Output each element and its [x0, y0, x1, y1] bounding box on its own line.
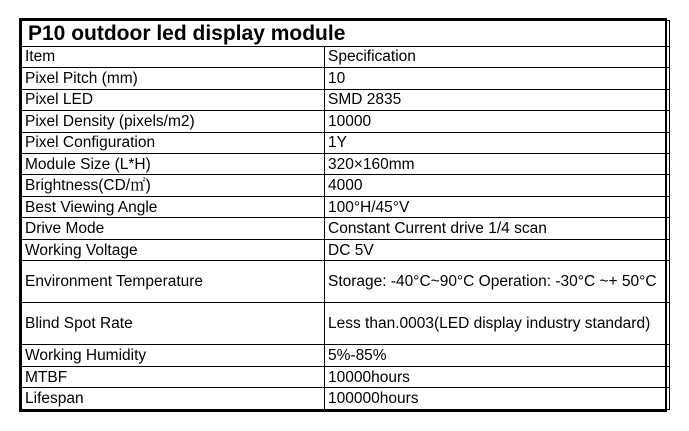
table-row — [22, 196, 670, 217]
spec-cell: Storage: -40°C~90°C Operation: -30°C ~+ 50°C — [325, 261, 670, 303]
spec-cell: 10000hours — [325, 366, 670, 387]
spec-cell: 10000 — [325, 111, 670, 132]
spec-cell: 320×160mm — [325, 154, 670, 175]
item-cell: Pixel Configuration — [22, 132, 325, 153]
header-row — [22, 46, 670, 67]
spec-cell: Less than.0003(LED display industry standard) — [325, 303, 670, 345]
spec-sheet — [19, 18, 667, 412]
item-cell: Blind Spot Rate — [22, 303, 325, 345]
table-row — [22, 388, 670, 410]
spec-cell: 5%-85% — [325, 345, 670, 366]
table-row — [22, 89, 670, 110]
spec-cell: 10 — [325, 68, 670, 89]
spec-cell: DC 5V — [325, 239, 670, 260]
header-item: Item — [22, 46, 325, 67]
header-spec: Specification — [325, 46, 670, 67]
table-row — [22, 111, 670, 132]
spec-cell: 100°H/45°V — [325, 196, 670, 217]
table-row — [22, 303, 670, 345]
table-row — [22, 345, 670, 366]
item-cell: Working Voltage — [22, 239, 325, 260]
item-cell: Working Humidity — [22, 345, 325, 366]
table-row — [22, 175, 670, 196]
item-cell: Pixel Pitch (mm) — [22, 68, 325, 89]
item-cell: Brightness(CD/㎡) — [22, 175, 325, 196]
table-row — [22, 68, 670, 89]
table-row — [22, 218, 670, 239]
table-row — [22, 261, 670, 303]
item-cell: Lifespan — [22, 388, 325, 410]
table-row — [22, 239, 670, 260]
spec-cell: 1Y — [325, 132, 670, 153]
spec-table — [21, 20, 670, 410]
table-row — [22, 366, 670, 387]
spec-cell: 100000hours — [325, 388, 670, 410]
item-cell: MTBF — [22, 366, 325, 387]
title-row — [22, 21, 670, 47]
item-cell: Environment Temperature — [22, 261, 325, 303]
item-cell: Drive Mode — [22, 218, 325, 239]
spec-cell: 4000 — [325, 175, 670, 196]
spec-cell: Constant Current drive 1/4 scan — [325, 218, 670, 239]
item-cell: Best Viewing Angle — [22, 196, 325, 217]
item-cell: Pixel Density (pixels/m2) — [22, 111, 325, 132]
item-cell: Module Size (L*H) — [22, 154, 325, 175]
item-cell: Pixel LED — [22, 89, 325, 110]
table-row — [22, 132, 670, 153]
table-row — [22, 154, 670, 175]
table-title: P10 outdoor led display module — [22, 21, 670, 47]
spec-cell: SMD 2835 — [325, 89, 670, 110]
